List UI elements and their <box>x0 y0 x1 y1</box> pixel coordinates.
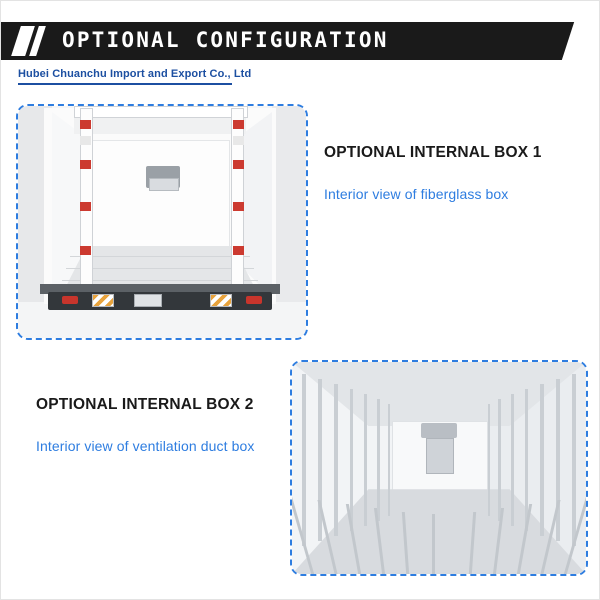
image-interior-ventilation-duct-box <box>292 362 586 574</box>
box1-hazard-marking-left <box>92 294 114 307</box>
box2-wall-rib <box>511 394 514 526</box>
box1-tail-light-left <box>62 296 78 304</box>
block-1-subtitle: Interior view of fiberglass box <box>324 186 509 202</box>
box1-back-wall <box>92 140 230 252</box>
box2-wall-rib <box>572 374 576 546</box>
box1-reflective-stripe <box>233 202 244 211</box>
box1-reflective-stripe <box>233 160 244 169</box>
block-2-subtitle: Interior view of ventilation duct box <box>36 438 255 454</box>
box1-license-plate <box>134 294 162 307</box>
box1-reflective-stripe <box>80 202 91 211</box>
box1-reflective-stripe <box>233 136 244 145</box>
box1-top-rail <box>74 106 248 118</box>
box1-reflective-stripe <box>80 160 91 169</box>
box2-wall-rib <box>488 404 490 516</box>
text-block-box-1 <box>324 142 574 204</box>
box1-reflective-stripe <box>233 246 244 255</box>
box1-reflective-stripe <box>80 136 91 145</box>
box1-outer-right-panel <box>272 106 306 302</box>
box2-wall-rib <box>350 389 353 531</box>
box1-hazard-marking-right <box>210 294 232 307</box>
box2-refrigeration-unit <box>421 423 456 438</box>
photo-frame-box-2 <box>290 360 588 576</box>
photo-frame-box-1 <box>16 104 308 340</box>
text-block-box-2 <box>36 394 286 456</box>
box1-floor-line <box>66 268 254 269</box>
box2-wall-rib <box>540 384 544 536</box>
page-header <box>0 0 600 60</box>
company-name: Hubei Chuanchu Import and Export Co., Ltd <box>18 68 252 80</box>
block-1-title: OPTIONAL INTERNAL BOX 1 <box>324 144 542 161</box>
box2-floor-duct-rib <box>432 514 435 574</box>
box1-reflective-stripe <box>233 120 244 129</box>
company-underline <box>18 83 232 85</box>
box2-wall-rib <box>388 404 390 516</box>
box2-wall-rib <box>334 384 338 536</box>
box1-reflective-stripe <box>80 120 91 129</box>
box2-wall-rib <box>364 394 367 526</box>
box2-air-duct-column <box>426 438 454 474</box>
box1-refrigeration-unit-face <box>149 178 179 191</box>
box2-wall-rib <box>498 399 501 521</box>
block-2-title: OPTIONAL INTERNAL BOX 2 <box>36 396 254 413</box>
company-branding <box>18 68 252 85</box>
image-interior-fiberglass-box <box>18 106 306 338</box>
box1-reflective-stripe <box>80 246 91 255</box>
box2-wall-rib <box>302 374 306 546</box>
box1-tail-light-right <box>246 296 262 304</box>
box1-floor-line <box>70 256 250 257</box>
box2-wall-rib <box>377 399 380 521</box>
page-title: OPTIONAL CONFIGURATION <box>62 28 389 52</box>
